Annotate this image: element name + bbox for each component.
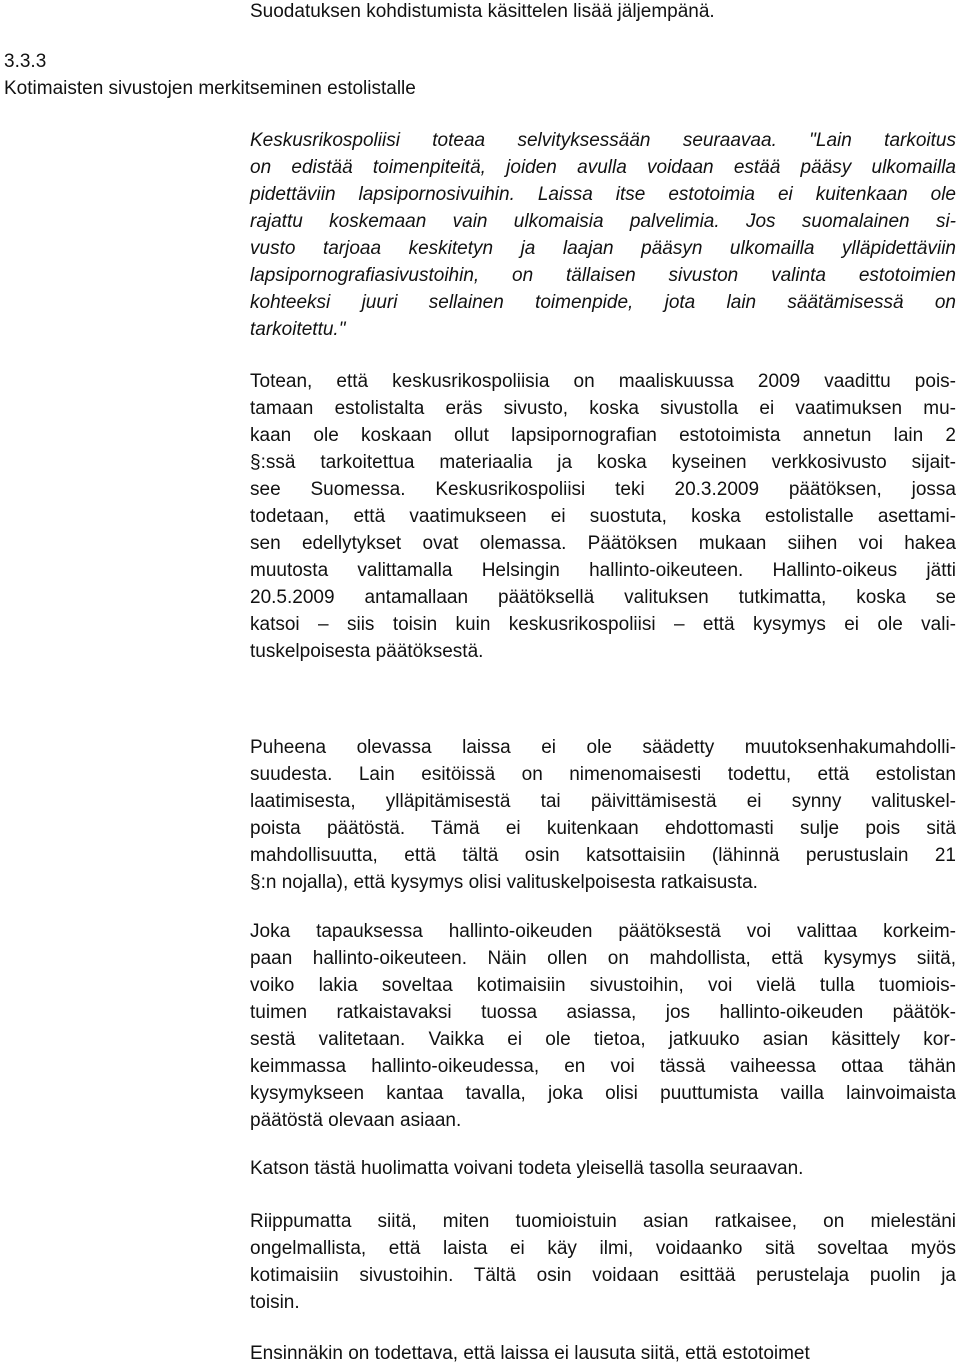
text-line: sestä valitetaan. Vaikka ei ole tietoa, jatkuuko asian käsittely kor-: [250, 1029, 956, 1050]
text-line: Ensinnäkin on todettava, että laissa ei lausuta siitä, että estotoimet: [250, 1343, 810, 1364]
section-number: 3.3.3: [4, 51, 47, 72]
paragraph-4: [250, 1155, 956, 1182]
text-line: Puheena olevassa laissa ei ole säädetty muutoksenhakumahdolli-: [250, 737, 956, 758]
text-line: tamaan estolistalta eräs sivusto, koska sivustolla ei vaatimuksen mu-: [250, 398, 956, 419]
text-line: poista päätöstä. Tämä ei kuitenkaan ehdottomasti sulje pois sitä: [250, 818, 956, 839]
text-line: suudesta. Lain esitöissä on nimenomaisesti todettu, että estolistan: [250, 764, 956, 785]
text-line: see Suomessa. Keskusrikospoliisi teki 20.3.2009 päätöksen, jossa: [250, 479, 956, 500]
text-line: §:ssä tarkoitettua materiaalia ja koska kyseinen verkkosivusto sijait-: [250, 452, 956, 473]
text-line: muutosta valittamalla Helsingin hallinto-oikeuteen. Hallinto-oikeus jätti: [250, 560, 956, 581]
text-line: ongelmallista, että laista ei käy ilmi, voidaanko sitä soveltaa myös: [250, 1238, 956, 1259]
text-line: sen edellytykset ovat olemassa. Päätöksen mukaan siihen voi hakea: [250, 533, 956, 554]
text-line: laatimisesta, ylläpitämisestä tai päivittämisestä ei synny valituskel-: [250, 791, 956, 812]
text-line: Keskusrikospoliisi toteaa selvityksessään seuraavaa. "Lain tarkoitus: [250, 130, 956, 151]
text-line: lapsipornografiasivustoihin, on tällaisen sivuston valinta estotoimien: [250, 265, 956, 286]
text-line: Totean, että keskusrikospoliisia on maaliskuussa 2009 vaadittu pois-: [250, 371, 956, 392]
text-line: tuskelpoisesta päätöksestä.: [250, 641, 484, 662]
text-line: vusto tarjoaa keskitetyn ja laajan pääsyn ulkomailla ylläpidettäviin: [250, 238, 956, 259]
text-line: mahdollisuutta, että tältä osin katsottaisiin (lähinnä perustuslain 21: [250, 845, 956, 866]
intro-line: [250, 0, 810, 25]
text-line: todetaan, että vaatimukseen ei suostuta, koska estolistalle asettami-: [250, 506, 956, 527]
text-line: kaan ole koskaan ollut lapsipornografian estotoimista annetun lain 2: [250, 425, 956, 446]
text-line: tarkoitettu.": [250, 319, 346, 340]
text-line: kysymykseen kantaa tavalla, joka olisi puuttumista vailla lainvoimaista: [250, 1083, 956, 1104]
paragraph-2: [250, 734, 956, 896]
text-line: Katson tästä huolimatta voivani todeta yleisellä tasolla seuraavan.: [250, 1158, 804, 1179]
paragraph-5: [250, 1208, 956, 1316]
text-line: katsoi – siis toisin kuin keskusrikospoliisi – että kysymys ei ole vali-: [250, 614, 956, 635]
text-line: §:n nojalla), että kysymys olisi valituskelpoisesta ratkaisusta.: [250, 872, 758, 893]
intro-text: Suodatuksen kohdistumista käsittelen lisää jäljempänä.: [250, 1, 715, 22]
text-line: 20.5.2009 antamallaan päätöksellä valituksen tutkimatta, koska se: [250, 587, 956, 608]
text-line: paan hallinto-oikeuteen. Näin ollen on mahdollista, että kysymys siitä,: [250, 948, 956, 969]
quote-paragraph: [250, 127, 956, 343]
text-line: Riippumatta siitä, miten tuomioistuin asian ratkaisee, on mielestäni: [250, 1211, 956, 1232]
text-line: keimmassa hallinto-oikeudessa, en voi tässä vaiheessa ottaa tähän: [250, 1056, 956, 1077]
text-line: tuimen ratkaistavaksi tuossa asiassa, jos hallinto-oikeuden päätök-: [250, 1002, 956, 1023]
text-line: kohteeksi juuri sellainen toimenpide, jota lain säätämisessä on: [250, 292, 956, 313]
text-line: rajattu koskemaan vain ulkomaisia palvelimia. Jos suomalainen si-: [250, 211, 956, 232]
text-line: kotimaisiin sivustoihin. Tältä osin voidaan esittää perustelaja puolin ja: [250, 1265, 956, 1286]
text-line: pidettäviin lapsipornosivuihin. Laissa itse estotoimia ei kuitenkaan ole: [250, 184, 956, 205]
text-line: on edistää toimenpiteitä, joiden avulla voidaan estää pääsy ulkomailla: [250, 157, 956, 178]
paragraph-6: [250, 1340, 956, 1367]
text-line: Joka tapauksessa hallinto-oikeuden päätöksestä voi valittaa korkeim-: [250, 921, 956, 942]
text-line: toisin.: [250, 1292, 300, 1313]
paragraph-1: [250, 368, 956, 665]
text-line: voiko lakia soveltaa kotimaisiin sivustoihin, voi vielä tulla tuomiois-: [250, 975, 956, 996]
paragraph-3: [250, 918, 956, 1134]
section-heading: [4, 48, 416, 102]
section-title: Kotimaisten sivustojen merkitseminen estolistalle: [4, 78, 416, 99]
text-line: päätöstä olevaan asiaan.: [250, 1110, 462, 1131]
